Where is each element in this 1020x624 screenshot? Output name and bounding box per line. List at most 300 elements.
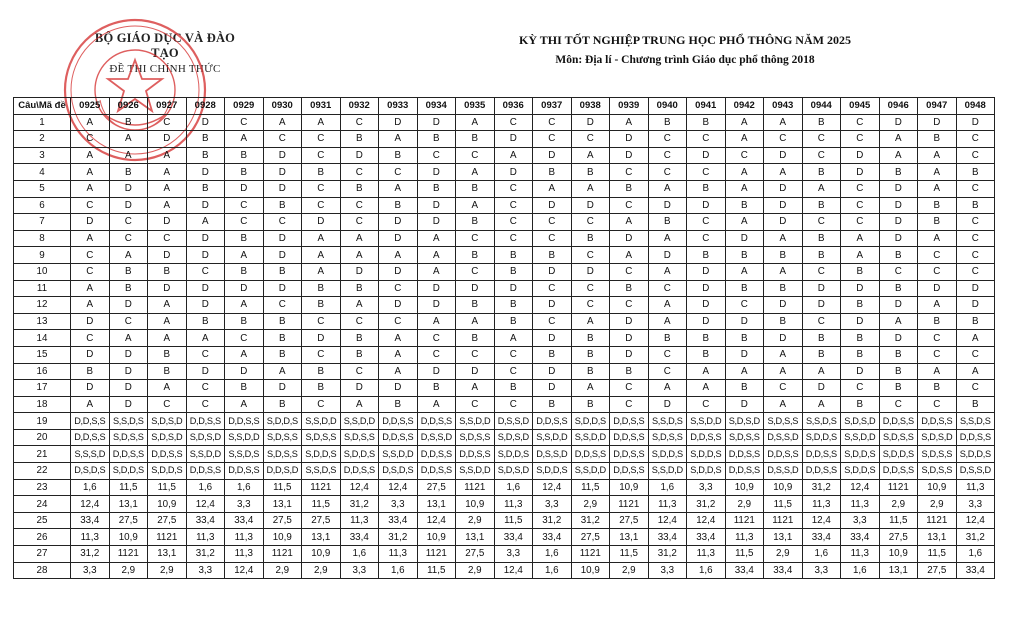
column-header-code: 0937 xyxy=(533,98,572,115)
column-header-code: 0930 xyxy=(263,98,302,115)
answer-cell: D xyxy=(841,280,880,297)
answer-cell: S,D,D,S xyxy=(109,463,148,480)
answer-cell: D xyxy=(225,363,264,380)
answer-cell: A xyxy=(302,247,341,264)
answer-cell: B xyxy=(802,197,841,214)
answer-cell: S,D,D,S xyxy=(687,463,726,480)
answer-cell: D xyxy=(379,214,418,231)
answer-cell: B xyxy=(956,197,995,214)
answer-cell: 31,2 xyxy=(533,512,572,529)
answer-cell: C xyxy=(494,214,533,231)
answer-cell: C xyxy=(456,263,495,280)
answer-cell: S,S,D,S xyxy=(802,413,841,430)
answer-cell: B xyxy=(417,131,456,148)
answer-cell: 11,5 xyxy=(263,479,302,496)
answer-cell: S,S,D,D xyxy=(302,413,341,430)
answer-cell: 10,9 xyxy=(571,562,610,579)
answer-cell: 33,4 xyxy=(494,529,533,546)
answer-cell: A xyxy=(225,297,264,314)
question-number: 28 xyxy=(14,562,71,579)
answer-cell: 31,2 xyxy=(340,496,379,513)
answer-cell: C xyxy=(302,147,341,164)
answer-cell: S,D,S,D xyxy=(186,429,225,446)
question-number: 16 xyxy=(14,363,71,380)
answer-cell: D xyxy=(109,380,148,397)
answer-cell: B xyxy=(302,297,341,314)
answer-cell: D xyxy=(263,147,302,164)
table-row xyxy=(14,197,995,214)
answer-cell: 33,4 xyxy=(764,562,803,579)
answer-cell: 27,5 xyxy=(879,529,918,546)
answer-cell: B xyxy=(879,346,918,363)
answer-cell: B xyxy=(109,263,148,280)
answer-cell: D xyxy=(263,380,302,397)
answer-cell: A xyxy=(340,247,379,264)
answer-cell: 11,5 xyxy=(571,479,610,496)
question-number: 7 xyxy=(14,214,71,231)
answer-cell: 27,5 xyxy=(109,512,148,529)
column-header-code: 0931 xyxy=(302,98,341,115)
answer-cell: C xyxy=(648,131,687,148)
answer-cell: B xyxy=(456,180,495,197)
answer-cell: S,D,S,D xyxy=(918,429,957,446)
answer-cell: D xyxy=(648,396,687,413)
answer-cell: 12,4 xyxy=(494,562,533,579)
answer-cell: D xyxy=(263,247,302,264)
answer-cell: A xyxy=(71,164,110,181)
answer-cell: B xyxy=(340,330,379,347)
answer-cell: 31,2 xyxy=(802,479,841,496)
answer-cell: B xyxy=(302,280,341,297)
answer-cell: S,D,D,S xyxy=(841,463,880,480)
answer-cell: A xyxy=(186,214,225,231)
answer-cell: 31,2 xyxy=(571,512,610,529)
answer-cell: 1,6 xyxy=(841,562,880,579)
answer-cell: D xyxy=(764,180,803,197)
table-row xyxy=(14,164,995,181)
answer-cell: A xyxy=(71,230,110,247)
table-row xyxy=(14,147,995,164)
answer-cell: C xyxy=(725,297,764,314)
table-row xyxy=(14,280,995,297)
answer-cell: A xyxy=(379,330,418,347)
answer-cell: 11,3 xyxy=(494,496,533,513)
answer-cell: C xyxy=(918,247,957,264)
answer-cell: B xyxy=(302,363,341,380)
answer-cell: B xyxy=(533,247,572,264)
answer-cell: 3,3 xyxy=(186,562,225,579)
answer-cell: D,D,S,S xyxy=(186,463,225,480)
table-row xyxy=(14,562,995,579)
answer-cell: B xyxy=(186,147,225,164)
question-number: 5 xyxy=(14,180,71,197)
answer-cell: 33,4 xyxy=(648,529,687,546)
answer-cell: 27,5 xyxy=(302,512,341,529)
answer-cell: 11,3 xyxy=(379,546,418,563)
answer-cell: 2,9 xyxy=(764,546,803,563)
answer-cell: D xyxy=(494,131,533,148)
answer-cell: A xyxy=(571,313,610,330)
answer-cell: 33,4 xyxy=(186,512,225,529)
answer-cell: C xyxy=(533,280,572,297)
answer-cell: A xyxy=(687,363,726,380)
answer-cell: C xyxy=(494,363,533,380)
answer-cell: 2,9 xyxy=(302,562,341,579)
answer-cell: C xyxy=(687,164,726,181)
answer-cell: A xyxy=(725,363,764,380)
answer-cell: C xyxy=(918,263,957,280)
answer-cell: C xyxy=(956,346,995,363)
answer-cell: B xyxy=(340,346,379,363)
answer-cell: S,D,D,S xyxy=(302,446,341,463)
answer-cell: S,S,D,D xyxy=(379,446,418,463)
answer-cell: S,D,S,S xyxy=(263,429,302,446)
answer-cell: D,D,S,S xyxy=(533,413,572,430)
answer-cell: C xyxy=(302,313,341,330)
answer-cell: D,S,D,S xyxy=(379,463,418,480)
answer-cell: 1121 xyxy=(610,496,649,513)
answer-cell: D xyxy=(340,263,379,280)
answer-cell: D xyxy=(109,363,148,380)
answer-cell: D xyxy=(417,280,456,297)
answer-cell: A xyxy=(340,230,379,247)
table-row xyxy=(14,413,995,430)
table-row xyxy=(14,363,995,380)
answer-cell: 33,4 xyxy=(956,562,995,579)
answer-cell: A xyxy=(956,363,995,380)
answer-cell: S,D,D,S xyxy=(879,446,918,463)
answer-cell: D xyxy=(841,313,880,330)
answer-cell: B xyxy=(879,363,918,380)
answer-cell: C xyxy=(302,197,341,214)
answer-cell: A xyxy=(764,164,803,181)
answer-cell: D,D,S,S xyxy=(879,413,918,430)
answer-cell: 33,4 xyxy=(71,512,110,529)
answer-cell: A xyxy=(725,114,764,131)
answer-cell: C xyxy=(571,214,610,231)
answer-cell: S,S,D,D xyxy=(687,413,726,430)
answer-cell: 3,3 xyxy=(802,562,841,579)
table-header-row xyxy=(14,98,995,115)
answer-cell: A xyxy=(648,263,687,280)
answer-cell: A xyxy=(456,164,495,181)
answer-cell: C xyxy=(148,396,187,413)
column-header-code: 0945 xyxy=(841,98,880,115)
answer-cell: D,D,S,S xyxy=(956,429,995,446)
answer-cell: D,D,S,S xyxy=(225,413,264,430)
answer-cell: B xyxy=(918,313,957,330)
answer-cell: A xyxy=(225,346,264,363)
answer-cell: D xyxy=(302,214,341,231)
answer-cell: 31,2 xyxy=(687,496,726,513)
answer-cell: C xyxy=(956,131,995,148)
answer-cell: 3,3 xyxy=(340,562,379,579)
answer-cell: C xyxy=(494,197,533,214)
answer-cell: A xyxy=(879,131,918,148)
answer-cell: D xyxy=(148,214,187,231)
answer-key-table xyxy=(13,97,995,579)
answer-cell: A xyxy=(417,263,456,280)
column-header-code: 0947 xyxy=(918,98,957,115)
answer-cell: 11,5 xyxy=(725,546,764,563)
answer-cell: B xyxy=(571,363,610,380)
answer-cell: A xyxy=(109,147,148,164)
answer-cell: A xyxy=(71,396,110,413)
answer-cell: S,D,D,S xyxy=(263,413,302,430)
answer-cell: C xyxy=(263,297,302,314)
answer-cell: 3,3 xyxy=(494,546,533,563)
answer-cell: S,S,S,D xyxy=(71,446,110,463)
table-row xyxy=(14,330,995,347)
answer-cell: C xyxy=(956,380,995,397)
column-header-code: 0927 xyxy=(148,98,187,115)
answer-cell: 13,1 xyxy=(302,529,341,546)
answer-cell: D,D,S,S xyxy=(802,446,841,463)
answer-cell: B xyxy=(417,380,456,397)
answer-cell: A xyxy=(918,230,957,247)
answer-cell: A xyxy=(71,280,110,297)
answer-cell: C xyxy=(379,280,418,297)
answer-cell: D xyxy=(533,147,572,164)
answer-cell: A xyxy=(918,180,957,197)
answer-cell: A xyxy=(302,114,341,131)
question-number: 23 xyxy=(14,479,71,496)
answer-cell: B xyxy=(263,396,302,413)
column-header-code: 0928 xyxy=(186,98,225,115)
answer-cell: 2,9 xyxy=(918,496,957,513)
answer-cell: D,S,S,D xyxy=(417,429,456,446)
answer-cell: C xyxy=(764,131,803,148)
answer-cell: 2,9 xyxy=(109,562,148,579)
answer-cell: 1121 xyxy=(764,512,803,529)
answer-cell: 2,9 xyxy=(263,562,302,579)
answer-cell: D xyxy=(148,131,187,148)
answer-cell: C xyxy=(109,214,148,231)
table-row xyxy=(14,512,995,529)
answer-cell: D xyxy=(263,164,302,181)
column-header-code: 0932 xyxy=(340,98,379,115)
answer-cell: B xyxy=(725,197,764,214)
answer-cell: D xyxy=(340,380,379,397)
answer-cell: S,D,D,S xyxy=(956,446,995,463)
answer-cell: D xyxy=(379,114,418,131)
column-header-code: 0942 xyxy=(725,98,764,115)
answer-cell: D,D,S,S xyxy=(456,446,495,463)
answer-cell: 11,5 xyxy=(302,496,341,513)
column-header-code: 0944 xyxy=(802,98,841,115)
answer-cell: A xyxy=(109,330,148,347)
answer-cell: D xyxy=(494,164,533,181)
answer-cell: 31,2 xyxy=(956,529,995,546)
column-header-code: 0935 xyxy=(456,98,495,115)
answer-cell: C xyxy=(956,214,995,231)
answer-cell: D xyxy=(764,197,803,214)
answer-cell: C xyxy=(802,131,841,148)
table-row xyxy=(14,380,995,397)
question-number: 22 xyxy=(14,463,71,480)
answer-cell: D xyxy=(802,380,841,397)
column-header-code: 0933 xyxy=(379,98,418,115)
answer-cell: D xyxy=(687,280,726,297)
answer-cell: S,D,S,D xyxy=(494,463,533,480)
answer-cell: S,S,D,D xyxy=(340,413,379,430)
answer-cell: 12,4 xyxy=(379,479,418,496)
answer-cell: A xyxy=(764,230,803,247)
answer-cell: B xyxy=(648,330,687,347)
answer-cell: S,S,D,D xyxy=(456,463,495,480)
answer-cell: B xyxy=(186,180,225,197)
answer-cell: D xyxy=(879,297,918,314)
answer-cell: A xyxy=(764,363,803,380)
answer-cell: A xyxy=(109,131,148,148)
answer-cell: 11,5 xyxy=(417,562,456,579)
answer-cell: 1,6 xyxy=(533,546,572,563)
answer-cell: 2,9 xyxy=(456,562,495,579)
answer-cell: 11,5 xyxy=(918,546,957,563)
answer-cell: 3,3 xyxy=(841,512,880,529)
answer-cell: A xyxy=(186,330,225,347)
answer-cell: B xyxy=(725,247,764,264)
answer-cell: A xyxy=(648,313,687,330)
answer-cell: C xyxy=(340,363,379,380)
answer-cell: B xyxy=(494,297,533,314)
answer-cell: C xyxy=(71,330,110,347)
answer-cell: B xyxy=(148,263,187,280)
answer-cell: A xyxy=(340,297,379,314)
answer-cell: B xyxy=(340,131,379,148)
table-row xyxy=(14,313,995,330)
answer-cell: A xyxy=(225,131,264,148)
table-row xyxy=(14,214,995,231)
answer-cell: D,D,S,S xyxy=(186,413,225,430)
answer-cell: A xyxy=(148,164,187,181)
answer-cell: B xyxy=(725,330,764,347)
answer-cell: 13,1 xyxy=(610,529,649,546)
answer-cell: C xyxy=(417,330,456,347)
answer-cell: A xyxy=(148,197,187,214)
answer-cell: D xyxy=(186,197,225,214)
answer-cell: B xyxy=(879,280,918,297)
answer-cell: C xyxy=(533,230,572,247)
answer-cell: C xyxy=(610,297,649,314)
answer-cell: D xyxy=(109,396,148,413)
answer-cell: A xyxy=(956,330,995,347)
answer-cell: 33,4 xyxy=(725,562,764,579)
answer-cell: A xyxy=(841,247,880,264)
answer-cell: B xyxy=(764,247,803,264)
answer-cell: C xyxy=(841,197,880,214)
answer-cell: 10,9 xyxy=(725,479,764,496)
answer-cell: C xyxy=(71,247,110,264)
answer-cell: A xyxy=(764,114,803,131)
answer-cell: B xyxy=(263,346,302,363)
answer-cell: C xyxy=(340,197,379,214)
answer-cell: 27,5 xyxy=(610,512,649,529)
answer-cell: 10,9 xyxy=(610,479,649,496)
answer-cell: B xyxy=(879,247,918,264)
answer-cell: C xyxy=(610,263,649,280)
answer-cell: C xyxy=(571,247,610,264)
answer-cell: S,D,S,S xyxy=(456,429,495,446)
answer-cell: D xyxy=(186,164,225,181)
answer-cell: B xyxy=(456,330,495,347)
answer-cell: A xyxy=(764,396,803,413)
answer-cell: B xyxy=(494,263,533,280)
answer-cell: S,D,S,S xyxy=(725,429,764,446)
answer-cell: A xyxy=(456,380,495,397)
answer-cell: 3,3 xyxy=(71,562,110,579)
answer-cell: B xyxy=(764,313,803,330)
answer-cell: C xyxy=(687,396,726,413)
answer-cell: 13,1 xyxy=(879,562,918,579)
answer-cell: A xyxy=(918,363,957,380)
answer-cell: 2,9 xyxy=(879,496,918,513)
answer-cell: D xyxy=(186,280,225,297)
answer-cell: A xyxy=(456,197,495,214)
answer-cell: B xyxy=(918,131,957,148)
answer-cell: C xyxy=(340,214,379,231)
answer-cell: 2,9 xyxy=(610,562,649,579)
answer-cell: D xyxy=(533,380,572,397)
answer-cell: B xyxy=(340,280,379,297)
answer-cell: S,S,D,D xyxy=(571,429,610,446)
answer-cell: A xyxy=(71,114,110,131)
answer-cell: A xyxy=(918,147,957,164)
answer-cell: B xyxy=(610,180,649,197)
answer-cell: D xyxy=(687,313,726,330)
answer-cell: B xyxy=(379,197,418,214)
answer-cell: S,D,D,S xyxy=(571,413,610,430)
table-row xyxy=(14,263,995,280)
answer-cell: D,D,S,S xyxy=(764,446,803,463)
column-header-code: 0940 xyxy=(648,98,687,115)
answer-cell: S,D,S,S xyxy=(263,446,302,463)
answer-cell: A xyxy=(379,346,418,363)
table-row xyxy=(14,496,995,513)
answer-cell: D xyxy=(186,114,225,131)
answer-cell: D,D,S,S xyxy=(71,413,110,430)
answer-cell: 11,5 xyxy=(494,512,533,529)
answer-cell: B xyxy=(802,247,841,264)
answer-cell: 13,1 xyxy=(918,529,957,546)
answer-cell: D xyxy=(841,363,880,380)
answer-cell: D xyxy=(610,330,649,347)
answer-cell: 11,5 xyxy=(109,479,148,496)
question-number: 15 xyxy=(14,346,71,363)
answer-cell: S,D,S,S xyxy=(918,446,957,463)
answer-cell: 11,3 xyxy=(841,496,880,513)
answer-cell: C xyxy=(648,280,687,297)
answer-cell: S,D,D,S xyxy=(340,446,379,463)
answer-cell: B xyxy=(956,313,995,330)
question-number: 14 xyxy=(14,330,71,347)
answer-cell: B xyxy=(263,197,302,214)
answer-cell: C xyxy=(302,131,341,148)
answer-cell: 2,9 xyxy=(456,512,495,529)
answer-cell: A xyxy=(417,396,456,413)
answer-cell: C xyxy=(841,131,880,148)
answer-cell: C xyxy=(687,131,726,148)
answer-cell: A xyxy=(802,363,841,380)
answer-cell: C xyxy=(186,396,225,413)
answer-cell: S,D,D,S xyxy=(148,463,187,480)
answer-cell: 10,9 xyxy=(417,529,456,546)
answer-cell: A xyxy=(71,297,110,314)
answer-cell: S,S,D,D xyxy=(456,413,495,430)
answer-cell: 1121 xyxy=(148,529,187,546)
answer-cell: D,D,S,S xyxy=(225,463,264,480)
answer-cell: 3,3 xyxy=(687,479,726,496)
